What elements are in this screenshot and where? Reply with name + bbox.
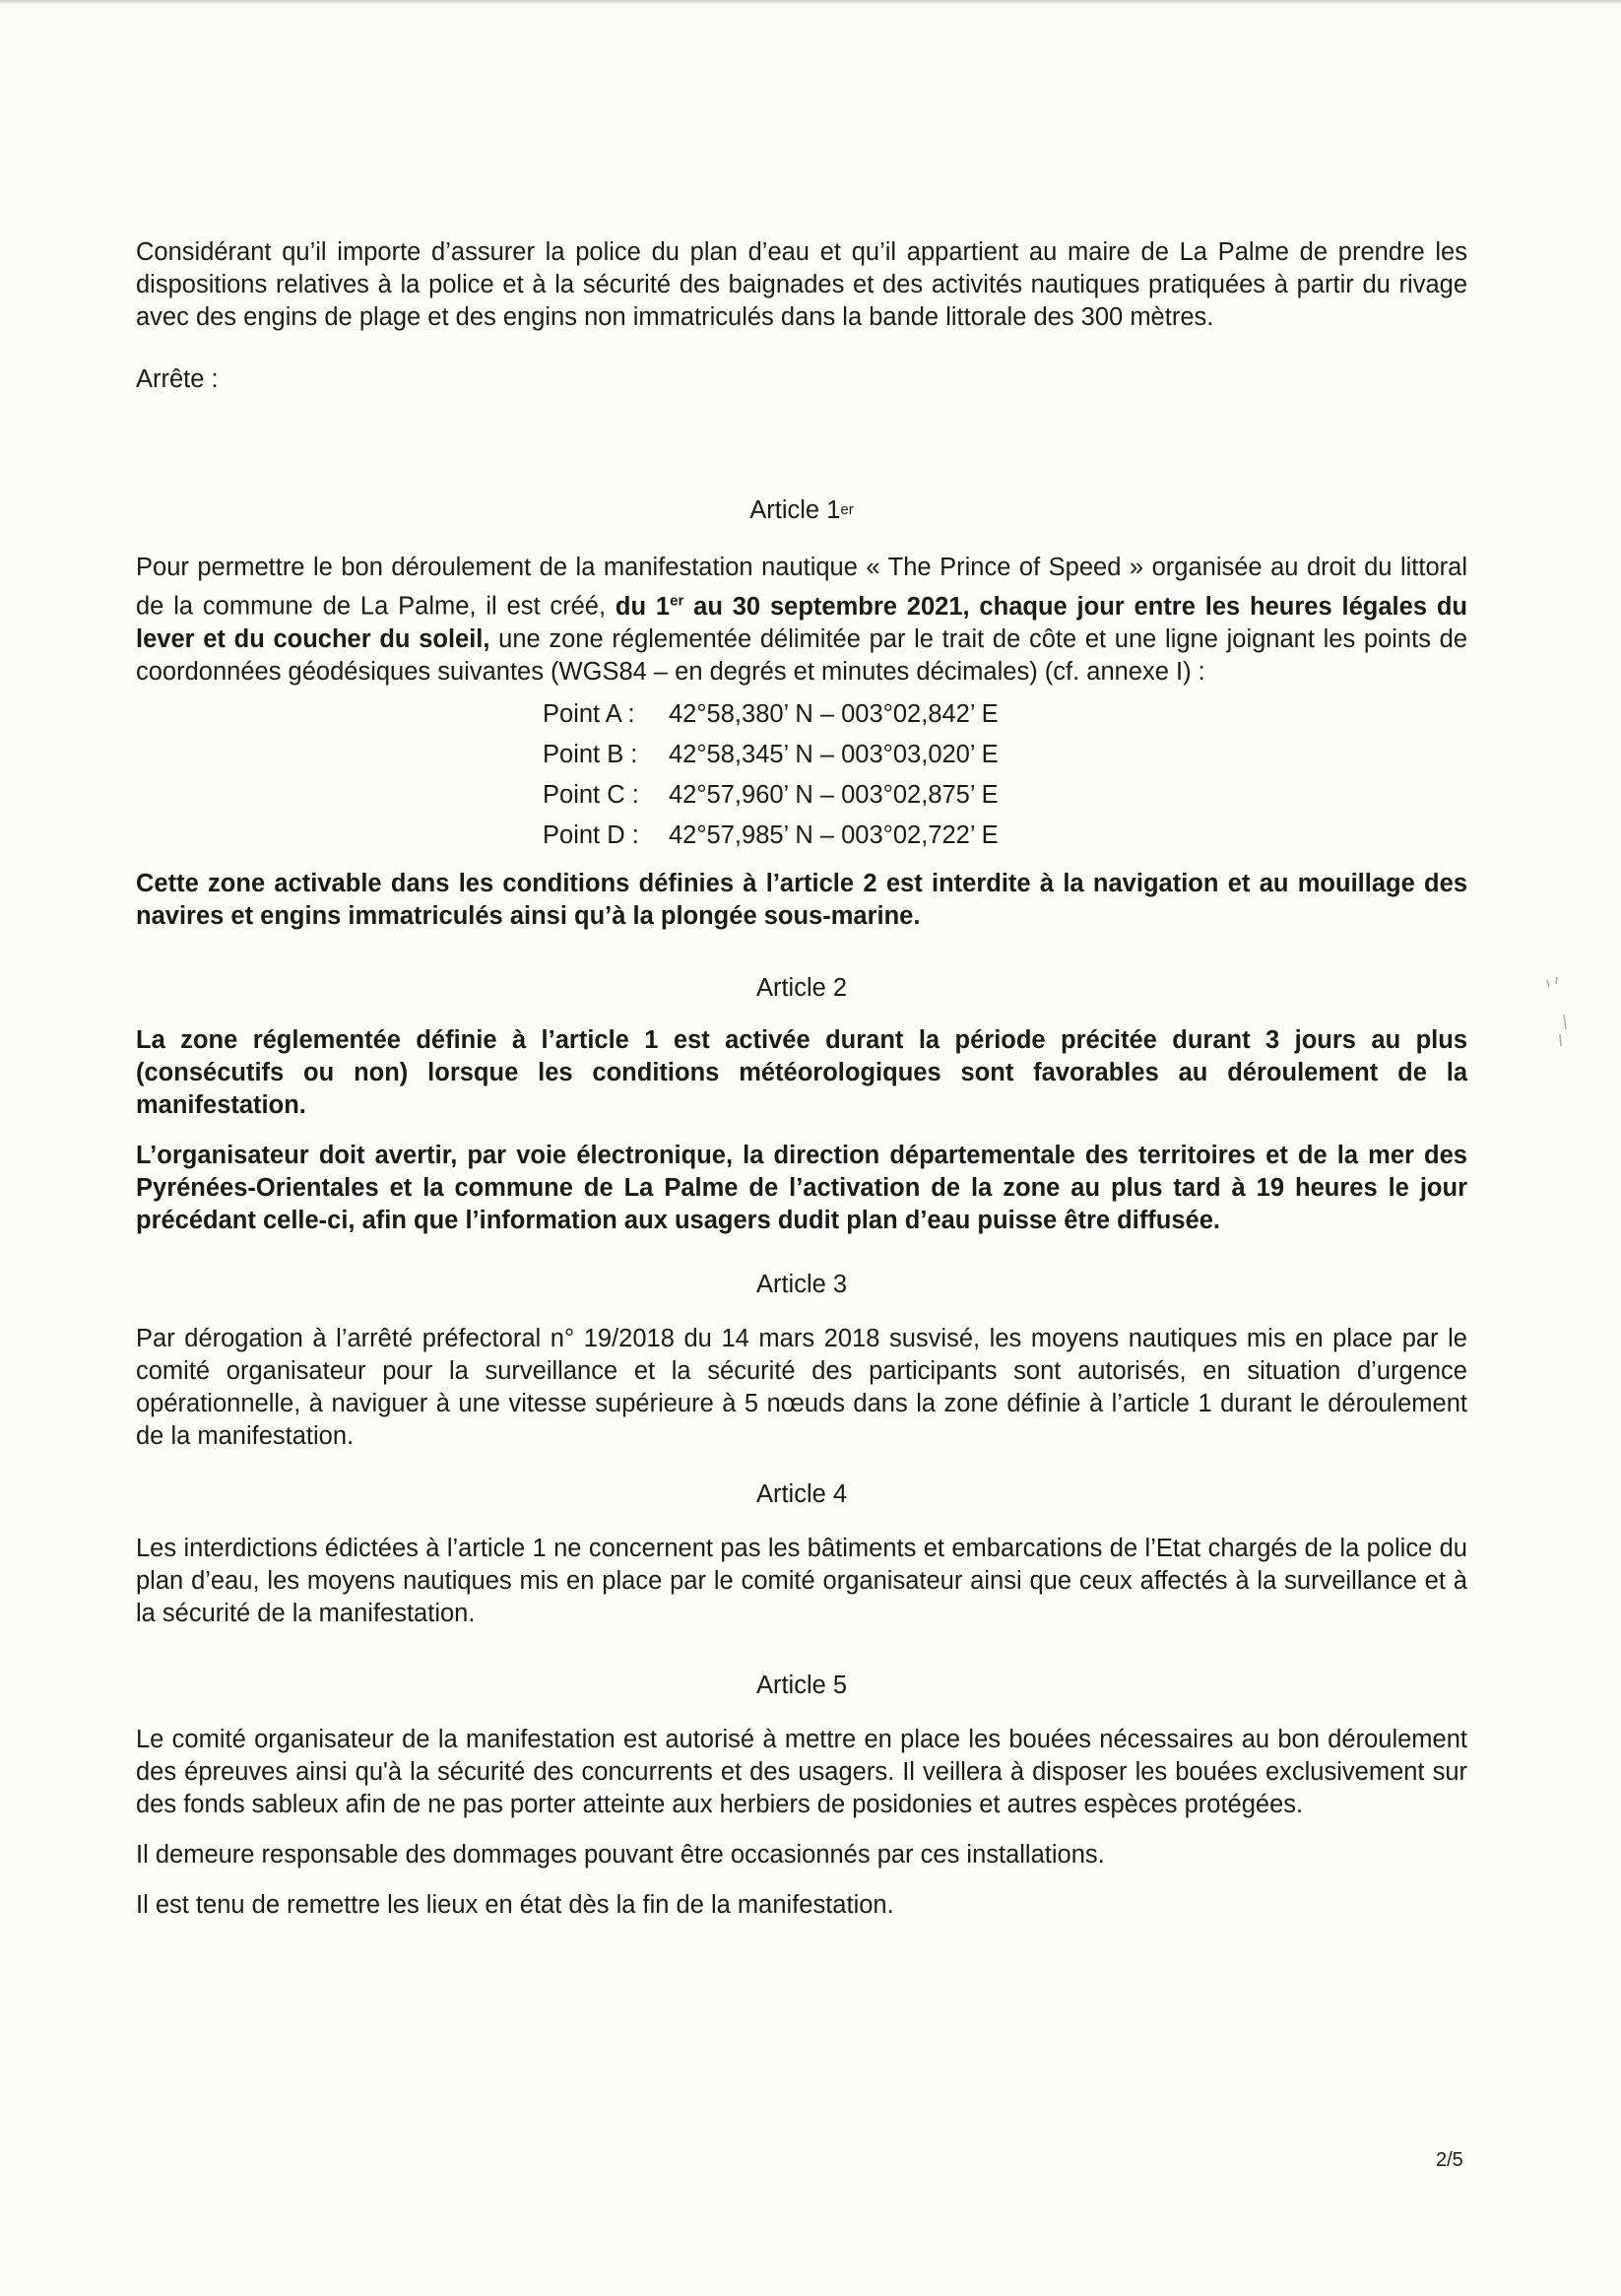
article-5-heading: Article 5 — [755, 1671, 848, 1699]
article-1-heading-sup: er — [840, 501, 854, 518]
scan-specks — [1542, 975, 1572, 1074]
article-4-paragraph: Les interdictions édictées à l’article 1 ne concernent pas les bâtiments et embarcations de l’Etat chargés de la police du plan d’eau, les moyens nautiques mis en place par le comité organisateur ainsi que ceux affectés à la surveillance et à la sécurité de la manifestation. — [136, 1534, 1467, 1627]
article-4-heading: Article 4 — [755, 1479, 848, 1508]
article-1-text-part2: une zone réglementée délimitée par le trait de côte et une ligne joignant les points de coordonnées géodésiques suivantes (WGS84 – en degrés et minutes décimales) (cf. annexe I) : — [136, 624, 1468, 686]
document-body — [136, 236, 1467, 1922]
intro-paragraph: Considérant qu’il importe d’assurer la police du plan d’eau et qu’il appartient au maire de La Palme de prendre les dispositions relatives à la police et à la sécurité des baignades et des activités nautiques pratiquées à partir du rivage avec des engins de plage et des engins non immatriculés dans la bande littorale des 300 mètres. — [136, 238, 1467, 331]
article-1-closing: Cette zone activable dans les conditions définies à l’article 2 est interdite à la navigation et au mouillage des navires et engins immatriculés ainsi qu’à la plongée sous-marine. — [136, 869, 1467, 930]
page-number: 2/5 — [1436, 2149, 1463, 2171]
point-label: Point D : — [543, 820, 639, 849]
coordinate-point — [136, 779, 1467, 820]
article-3-paragraph: Par dérogation à l’arrêté préfectoral n° 19/2018 du 14 mars 2018 susvisé, les moyens nautiques mis en place par le comité organisateur pour la surveillance et la sécurité des participants sont autorisés, en situation d’urgence opérationnelle, à naviguer à une vitesse supérieure à 5 nœuds dans la zone définie à l’article 1 durant le déroulement de la manifestation. — [136, 1324, 1467, 1450]
coordinate-points-list — [136, 698, 1467, 860]
article-5-paragraph-1: Le comité organisateur de la manifestation est autorisé à mettre en place les bouées nécessaires au bon déroulement des épreuves ainsi qu'à la sécurité des concurrents et des usagers. Il veillera à disposer les bouées exclusivement sur des fonds sableux afin de ne pas porter atteinte aux herbiers de posidonies et autres espèces protégées. — [136, 1725, 1467, 1818]
article-1-heading-text: Article 1 — [749, 496, 841, 524]
point-label: Point A : — [543, 699, 635, 728]
article-1-text-part1: Pour permettre le bon déroulement de la manifestation nautique « The Prince of Speed » organisée au droit du littoral de la commune de La Palme, il est créé, — [136, 554, 1467, 621]
coordinate-point — [136, 739, 1467, 779]
point-label: Point C : — [543, 780, 639, 809]
article-2-heading: Article 2 — [755, 973, 848, 1002]
article-1-date-sup: er — [670, 592, 684, 609]
scan-edge — [0, 0, 1621, 4]
article-2-paragraph-1: La zone réglementée définie à l’article 1 est activée durant la période précitée durant 3 jours au plus (consécutifs ou non) lorsque les conditions météorologiques sont favorables au déroulement de la manifestation. — [136, 1025, 1467, 1119]
point-coordinates: 42°57,960’ N – 003°02,875’ E — [669, 780, 999, 809]
article-1-paragraph — [136, 552, 1467, 689]
coordinate-point — [136, 820, 1467, 860]
point-coordinates: 42°58,345’ N – 003°03,020’ E — [669, 740, 999, 768]
point-coordinates: 42°57,985’ N – 003°02,722’ E — [669, 820, 999, 849]
article-1-date-b: au 30 septembre 2021, chaque jour entre les heures légales du lever et du coucher du soleil, — [136, 592, 1467, 653]
article-5-paragraph-3: Il est tenu de remettre les lieux en état dès la fin de la manifestation. — [136, 1890, 894, 1919]
arrete-label: Arrête : — [136, 365, 219, 393]
coordinate-point — [136, 698, 1467, 739]
point-coordinates: 42°58,380’ N – 003°02,842’ E — [669, 699, 999, 728]
article-3-heading: Article 3 — [755, 1270, 848, 1298]
article-1-date-a: du 1 — [615, 592, 671, 621]
article-5-paragraph-2: Il demeure responsable des dommages pouvant être occasionnés par ces installations. — [136, 1840, 1105, 1869]
article-2-paragraph-2: L’organisateur doit avertir, par voie électronique, la direction départementale des territoires et de la mer des Pyrénées-Orientales et la commune de La Palme de l’activation de la zone au plus tard à 19 heures le jour précédant celle-ci, afin que l’information aux usagers dudit plan d’eau puisse être diffusée. — [136, 1141, 1467, 1234]
article-1-heading — [136, 494, 1467, 530]
point-label: Point B : — [543, 740, 638, 768]
